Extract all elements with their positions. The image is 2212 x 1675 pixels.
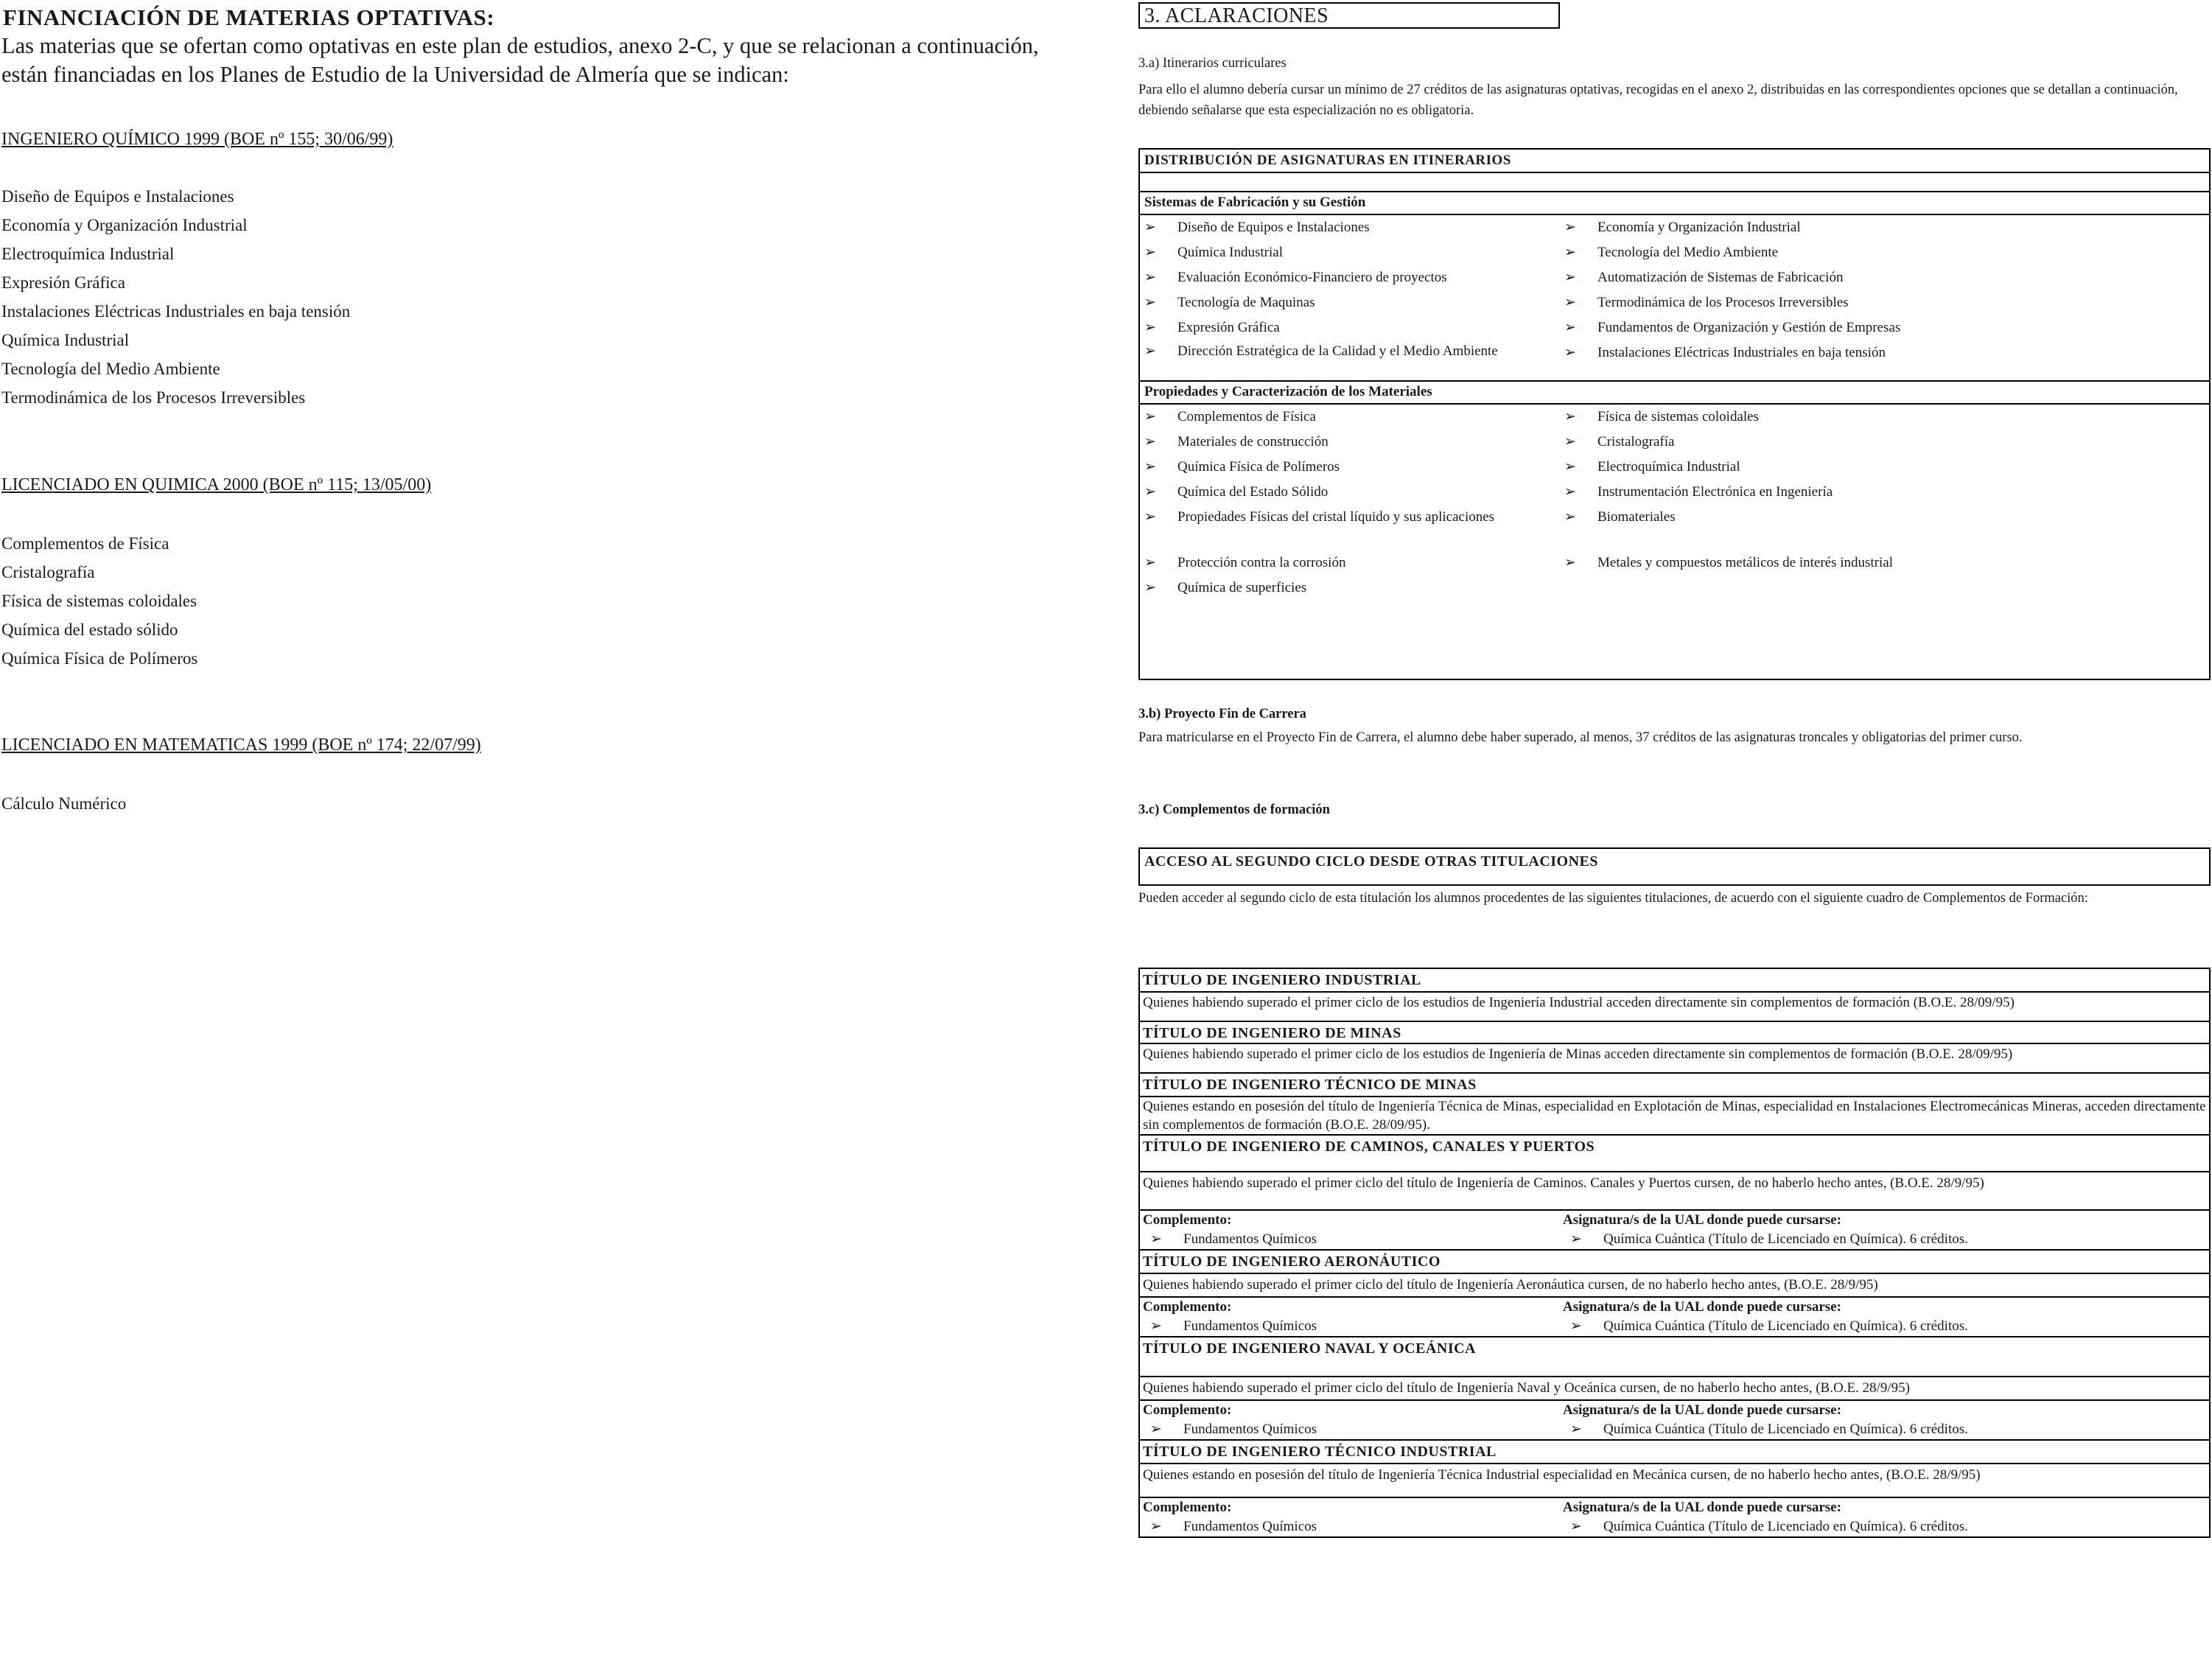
list-item: ➢ Fundamentos de Organización y Gestión de Empresas [1564,315,2205,340]
titulo-text: Quienes habiendo superado el primer ciclo de los estudios de Ingeniería de Minas acceden directamente sin complementos de formación (B.O.E. 28/09/95) [1140,1043,2209,1065]
list-item: ➢ Química de superficies [1144,576,1564,601]
asignatura-label: Asignatura/s de la UAL donde puede cursarse: [1563,1299,1841,1315]
list-item: ➢ Expresión Gráfica [1144,315,1564,340]
arrow-icon: ➢ [1144,509,1156,525]
complemento-row [1140,1399,2209,1439]
arrow-icon: ➢ [1150,1231,1162,1247]
list-item: Termodinámica de los Procesos Irreversibles [1,388,306,407]
complemento-value: ➢ Fundamentos Químicos [1143,1317,1563,1336]
arrow-icon: ➢ [1564,484,1576,500]
list-item: ➢ Física de sistemas coloidales [1564,405,2205,430]
complemento-label: Complemento: [1143,1402,1232,1418]
arrow-icon: ➢ [1570,1318,1582,1334]
group-fabricacion-list [1140,215,2209,366]
distribucion-table [1138,148,2211,680]
group-title-fabricacion: Sistemas de Fabricación y su Gestión [1140,192,2209,215]
arrow-icon: ➢ [1144,580,1156,595]
s3b-text: Para matricularse en el Proyecto Fin de Carrera, el alumno debe haber superado, al menos, 37 créditos de las asignaturas troncales y obligatorias del primer curso. [1138,730,2023,745]
list-item: ➢ Automatización de Sistemas de Fabricación [1564,265,2205,290]
list-item: ➢ Complementos de Física [1144,405,1564,430]
arrow-icon: ➢ [1564,409,1576,424]
arrow-icon: ➢ [1564,245,1576,260]
list-item: Diseño de Equipos e Instalaciones [1,187,234,206]
arrow-icon: ➢ [1144,320,1156,335]
arrow-icon: ➢ [1144,434,1156,450]
list-item: ➢ Tecnología de Maquinas [1144,290,1564,315]
acceso-text: Pueden acceder al segundo ciclo de esta titulación los alumnos procedentes de las siguientes titulaciones, de acuerdo con el siguiente cuadro de Complementos de Formación: [1138,891,2088,906]
titulo-header: TÍTULO DE INGENIERO AERONÁUTICO [1140,1249,2209,1273]
arrow-icon: ➢ [1564,345,1576,360]
titulo-text: Quienes estando en posesión del título de Ingeniería Técnica Industrial especialidad en Mecánica cursen, de no haberlo hecho antes, (B.O.E. 28/9/95) [1140,1463,2209,1497]
plan-title-licenciado-quimica: LICENCIADO EN QUIMICA 2000 (BOE nº 115; 13/05/00) [1,475,432,494]
arrow-icon: ➢ [1144,409,1156,424]
titulo-header: TÍTULO DE INGENIERO NAVAL Y OCEÁNICA [1140,1336,2209,1376]
complemento-label: Complemento: [1143,1212,1232,1228]
s3c-title: 3.c) Complementos de formación [1138,802,1330,817]
divider [1140,366,2209,382]
list-item: ➢ Evaluación Económico-Financiero de proyectos [1144,265,1564,290]
list-item: Electroquímica Industrial [1,245,175,263]
arrow-icon: ➢ [1564,220,1576,235]
titulo-header: TÍTULO DE INGENIERO TÉCNICO DE MINAS [1140,1072,2209,1096]
arrow-icon: ➢ [1564,555,1576,570]
arrow-icon: ➢ [1144,220,1156,235]
list-item: ➢ Protección contra la corrosión [1144,550,1564,576]
plan-list-ingeniero-quimico [1,182,350,412]
titulo-header: TÍTULO DE INGENIERO INDUSTRIAL [1140,968,2209,991]
titulos-table [1138,968,2211,1538]
arrow-icon: ➢ [1150,1422,1162,1437]
titulo-header: TÍTULO DE INGENIERO DE CAMINOS, CANALES Y PUERTOS [1140,1134,2209,1171]
arrow-icon: ➢ [1150,1318,1162,1334]
plan-title-ingeniero-quimico: INGENIERO QUÍMICO 1999 (BOE nº 155; 30/06/99) [1,130,393,149]
asignatura-value: ➢ Química Cuántica (Título de Licenciado en Química). 6 créditos. [1563,1517,2206,1536]
arrow-icon: ➢ [1564,509,1576,525]
asignatura-value: ➢ Química Cuántica (Título de Licenciado en Química). 6 créditos. [1563,1317,2206,1336]
list-item: ➢ Electroquímica Industrial [1564,455,2205,480]
titulo-header: TÍTULO DE INGENIERO TÉCNICO INDUSTRIAL [1140,1439,2209,1463]
complemento-value: ➢ Fundamentos Químicos [1143,1420,1563,1439]
list-item: Complementos de Física [1,534,169,553]
list-item: ➢ Instrumentación Electrónica en Ingeniería [1564,480,2205,505]
titulo-header: TÍTULO DE INGENIERO DE MINAS [1140,1021,2209,1043]
list-item: Química Industrial [1,331,130,349]
arrow-icon: ➢ [1570,1519,1582,1534]
complemento-value: ➢ Fundamentos Químicos [1143,1230,1563,1249]
titulo-text: Quienes estando en posesión del título de Ingeniería Técnica de Minas, especialidad en Explotación de Minas, especialidad en Instalaciones Electromecánicas Mineras, acceden directamente sin complementos de formación (B.O.E. 28/09/95). [1140,1096,2209,1134]
list-item: ➢ Metales y compuestos metálicos de interés industrial [1564,550,2205,576]
list-item: Química del estado sólido [1,620,178,639]
list-item: Física de sistemas coloidales [1,592,197,610]
arrow-icon: ➢ [1564,459,1576,475]
list-item: ➢ Economía y Organización Industrial [1564,215,2205,240]
section-header: 3. ACLARACIONES [1138,2,1560,29]
plan-list-licenciado-quimica [1,529,197,673]
arrow-icon: ➢ [1564,270,1576,285]
s3a-text: Para ello el alumno debería cursar un mínimo de 27 créditos de las asignaturas optativas, recogidas en el anexo 2, distribuidas en las correspondientes opciones que se detallan a continuación, debiendo señalarse que esta especialización no es obligatoria. [1138,83,2178,118]
group-materiales-col2 [1564,405,2205,601]
list-item: ➢ Cristalografía [1564,430,2205,455]
complemento-row [1140,1209,2209,1249]
complemento-value: ➢ Fundamentos Químicos [1143,1517,1563,1536]
group-title-materiales: Propiedades y Caracterización de los Materiales [1140,382,2209,405]
group-fabricacion-col2 [1564,215,2205,366]
complemento-label: Complemento: [1143,1500,1232,1515]
list-item: Economía y Organización Industrial [1,216,248,234]
acceso-header: ACCESO AL SEGUNDO CICLO DESDE OTRAS TITULACIONES [1138,847,2211,886]
list-item: Cálculo Numérico [1,794,127,813]
arrow-icon: ➢ [1144,555,1156,570]
arrow-icon: ➢ [1564,434,1576,450]
group-materiales-list [1140,405,2209,601]
list-item: ➢ Termodinámica de los Procesos Irreversibles [1564,290,2205,315]
divider [1140,173,2209,192]
arrow-icon: ➢ [1150,1519,1162,1534]
list-item: Instalaciones Eléctricas Industriales en baja tensión [1,302,351,321]
list-item: ➢ Química del Estado Sólido [1144,480,1564,505]
arrow-icon: ➢ [1564,320,1576,335]
arrow-icon: ➢ [1144,295,1156,310]
arrow-icon: ➢ [1570,1231,1582,1247]
list-item: Expresión Gráfica [1,273,125,292]
list-item: Química Física de Polímeros [1,649,198,668]
titulo-text: Quienes habiendo superado el primer ciclo del título de Ingeniería de Caminos. Canales y Puertos cursen, de no haberlo hecho antes, (B.O.E. 28/9/95) [1140,1171,2209,1209]
asignatura-value: ➢ Química Cuántica (Título de Licenciado en Química). 6 créditos. [1563,1230,2206,1249]
titulo-text: Quienes habiendo superado el primer ciclo de los estudios de Ingeniería Industrial acceden directamente sin complementos de formación (B.O.E. 28/09/95) [1140,991,2209,1013]
list-item: ➢ Tecnología del Medio Ambiente [1564,240,2205,265]
asignatura-label: Asignatura/s de la UAL donde puede cursarse: [1563,1402,1841,1418]
list-item: Cristalografía [1,563,95,581]
asignatura-label: Asignatura/s de la UAL donde puede cursarse: [1563,1500,1841,1515]
distribucion-title: DISTRIBUCIÓN DE ASIGNATURAS EN ITINERARIOS [1140,150,2209,173]
list-item: ➢ Biomateriales [1564,505,2205,530]
arrow-icon: ➢ [1144,484,1156,500]
arrow-icon: ➢ [1564,295,1576,310]
arrow-icon: ➢ [1144,270,1156,285]
financiacion-title: FINANCIACIÓN DE MATERIAS OPTATIVAS: [3,4,495,30]
complemento-label: Complemento: [1143,1299,1232,1315]
list-item: ➢ Propiedades Físicas del cristal líquido y sus aplicaciones [1144,505,1564,530]
list-item: ➢ Diseño de Equipos e Instalaciones [1144,215,1564,240]
financiacion-intro: Las materias que se ofertan como optativas en este plan de estudios, anexo 2-C, y que se relacionan a continuación, están financiadas en los Planes de Estudio de la Universidad de Almería que se indican: [1,33,1039,87]
complemento-row [1140,1296,2209,1336]
list-item: ➢ Química Física de Polímeros [1144,455,1564,480]
list-item: ➢ Instalaciones Eléctricas Industriales en baja tensión [1564,340,2205,366]
list-item: ➢ Materiales de construcción [1144,430,1564,455]
arrow-icon: ➢ [1144,245,1156,260]
list-item: Tecnología del Medio Ambiente [1,360,220,378]
group-fabricacion-col1 [1144,215,1564,366]
titulo-text: Quienes habiendo superado el primer ciclo del título de Ingeniería Naval y Oceánica cursen, de no haberlo hecho antes, (B.O.E. 28/9/95) [1140,1376,2209,1399]
plan-list-licenciado-matematicas [1,789,126,818]
arrow-icon: ➢ [1144,459,1156,475]
arrow-icon: ➢ [1570,1422,1582,1437]
s3a-title: 3.a) Itinerarios curriculares [1138,56,1287,71]
complemento-row [1140,1497,2209,1536]
titulo-text: Quienes habiendo superado el primer ciclo del título de Ingeniería Aeronáutica cursen, de no haberlo hecho antes, (B.O.E. 28/9/95) [1140,1273,2209,1296]
asignatura-value: ➢ Química Cuántica (Título de Licenciado en Química). 6 créditos. [1563,1420,2206,1439]
asignatura-label: Asignatura/s de la UAL donde puede cursarse: [1563,1212,1841,1228]
list-item: ➢ Química Industrial [1144,240,1564,265]
plan-title-licenciado-matematicas: LICENCIADO EN MATEMATICAS 1999 (BOE nº 174; 22/07/99) [1,735,481,755]
arrow-icon: ➢ [1144,343,1156,359]
group-materiales-col1 [1144,405,1564,601]
s3b-title: 3.b) Proyecto Fin de Carrera [1138,707,1306,721]
list-item: ➢ Dirección Estratégica de la Calidad y el Medio Ambiente [1144,340,1498,363]
